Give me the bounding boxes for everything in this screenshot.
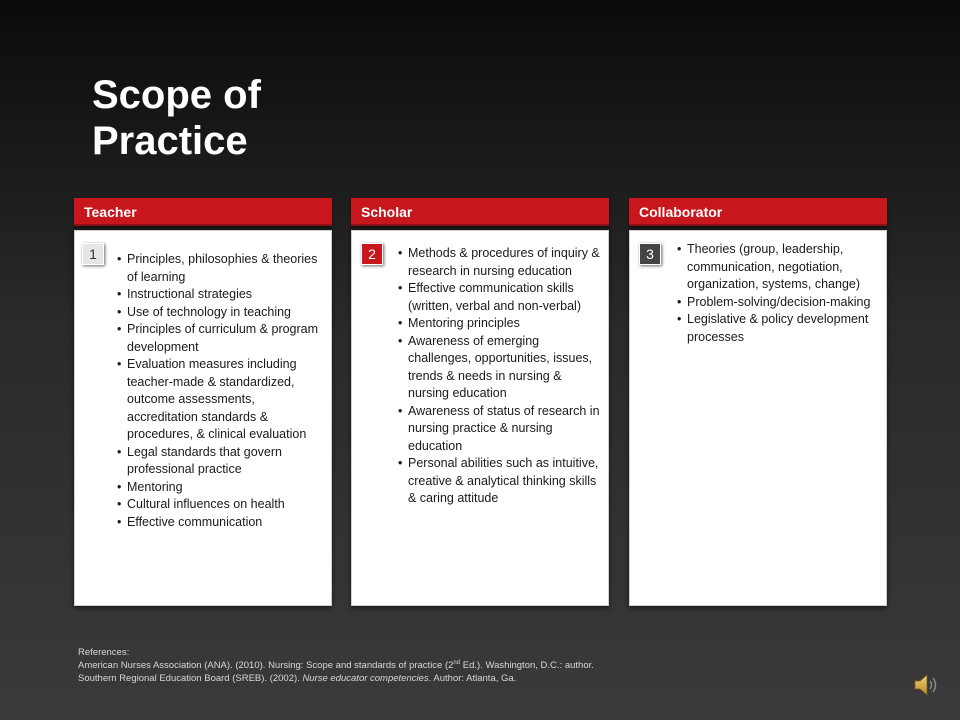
list-item: • Principles of curriculum & program development <box>117 321 322 356</box>
speaker-icon[interactable] <box>912 672 942 698</box>
number-badge-2: 2 <box>361 243 383 265</box>
column-header-collaborator: Collaborator <box>629 198 887 226</box>
list-item: • Problem-solving/decision-making <box>677 294 877 312</box>
scholar-list <box>398 245 603 508</box>
list-item: • Effective communication <box>117 514 322 532</box>
scholar-column <box>351 198 609 606</box>
list-item: • Awareness of status of research in nursing practice & nursing education <box>398 403 603 456</box>
reference-sreb-title: Nurse educator competencies <box>302 673 429 684</box>
list-item: • Methods & procedures of inquiry & research in nursing education <box>398 245 603 280</box>
reference-sreb <box>78 672 778 685</box>
collaborator-list <box>677 241 877 346</box>
number-badge-3: 3 <box>639 243 661 265</box>
list-item: • Personal abilities such as intuitive, creative & analytical thinking skills & caring attitude <box>398 455 603 508</box>
column-header-scholar: Scholar <box>351 198 609 226</box>
number-badge-1: 1 <box>82 243 104 265</box>
reference-sreb-text: Southern Regional Education Board (SREB). (2002). <box>78 673 303 684</box>
list-item: • Legal standards that govern professional practice <box>117 444 322 479</box>
list-item: • Theories (group, leadership, communication, negotiation, organization, systems, change) <box>677 241 877 294</box>
column-body-teacher <box>74 230 332 606</box>
reference-ana <box>78 659 778 672</box>
reference-ana-sup: nd <box>453 659 461 666</box>
teacher-column <box>74 198 332 606</box>
list-item: • Effective communication skills (written, verbal and non-verbal) <box>398 280 603 315</box>
reference-sreb-tail: . Author: Atlanta, Ga. <box>428 673 517 684</box>
teacher-list <box>117 251 322 531</box>
list-item: • Mentoring <box>117 479 322 497</box>
references <box>78 646 778 685</box>
column-header-teacher: Teacher <box>74 198 332 226</box>
list-item: • Awareness of emerging challenges, opportunities, issues, trends & needs in nursing & nursing education <box>398 333 603 403</box>
list-item: • Cultural influences on health <box>117 496 322 514</box>
column-body-collaborator <box>629 230 887 606</box>
list-item: • Principles, philosophies & theories of learning <box>117 251 322 286</box>
list-item: • Legislative & policy development processes <box>677 311 877 346</box>
list-item: • Evaluation measures including teacher-made & standardized, outcome assessments, accreditation standards & procedures, & clinical evaluation <box>117 356 322 444</box>
column-body-scholar <box>351 230 609 606</box>
reference-ana-text: American Nurses Association (ANA). (2010). Nursing: Scope and standards of practice (2 <box>78 660 454 671</box>
list-item: • Use of technology in teaching <box>117 304 322 322</box>
speaker-icon-graphic <box>912 672 942 698</box>
list-item: • Mentoring principles <box>398 315 603 333</box>
list-item: • Instructional strategies <box>117 286 322 304</box>
collaborator-column <box>629 198 887 606</box>
slide-title: Scope of Practice <box>92 73 261 163</box>
references-heading: References: <box>78 647 130 658</box>
reference-ana-tail: Ed.). Washington, D.C.: author. <box>460 660 594 671</box>
